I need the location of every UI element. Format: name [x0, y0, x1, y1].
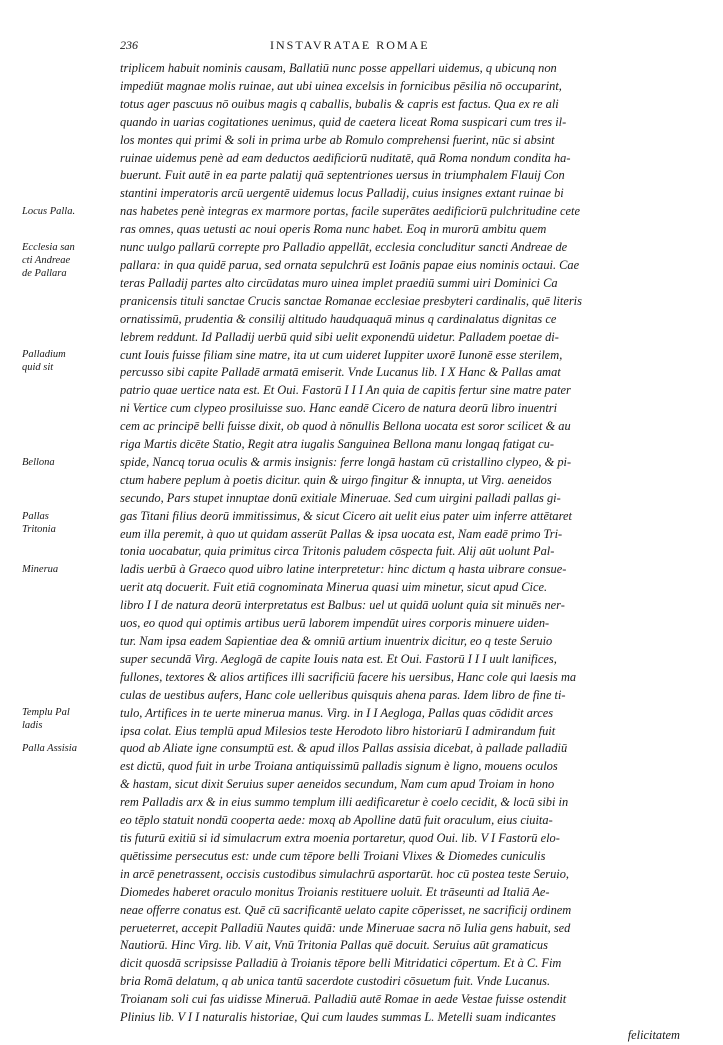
margin-note [22, 348, 114, 374]
text-line: tur. Nam ipsa eadem Sapientiae dea & omniū artium inuentrix dicitur, eo q teste Seruio [120, 634, 553, 648]
text-line: quod ab Aliate igne consumptū est. & apud illos Pallas assisia dicebat, à pallade palladiū [120, 741, 568, 756]
text-line: ladis uerbū à Graeco quod uibro latine interpretetur: hinc dictum q hasta uibrare consue- [120, 562, 567, 577]
text-line: in arcē penetrassent, occisis custodibus simulachrū asportarūt. hoc cū postea teste Seruio, [120, 866, 569, 881]
margin-note-line: Palladium [22, 349, 66, 361]
margin-note [22, 205, 114, 218]
text-line: est dictū, quod fuit in urbe Troiana antiquissimū palladis signum è ligno, mouens oculos [120, 759, 558, 774]
margin-note-line: Templu Pal [22, 707, 70, 719]
text-line: Plinius lib. V I I naturalis historiae, Qui cum laudes summas L. Metelli suam indicantes [120, 1010, 556, 1025]
running-head: INSTAVRATAE ROMAE [270, 38, 430, 52]
text-line: los montes qui primi & soli in prima urbe ab Romulo comprehensi fuerint, nūc si absint [120, 132, 555, 147]
margin-note [22, 241, 114, 280]
text-line: teras Palladij partes alto circūdatas muro uinea implet praediū summi uiri Dominici Ca [120, 275, 558, 290]
text-line: stantini imperatoris arcū uergentē uidemus locus Palladij, cuius insignes extant ruinae bi [120, 186, 564, 201]
text-line: eum illa peremit, à quo ut quidam asserūt Pallas & ipsa uocata est, Nam eadē primo Tri- [120, 526, 563, 541]
text-line: dicit quosdā scripsisse Palladiū à Troianis tēpore belli Mitridatici cōpertum. Et à C. Fim [120, 956, 562, 971]
page-header [120, 38, 680, 56]
margin-note-line: Bellona [22, 456, 55, 468]
text-line: rem Palladis arx & in eius summo templum illi aedificaretur è coelo cecidit, & locū sibi in [120, 795, 569, 810]
text-line: quando in uarias cogitationes uenimus, quid de caetera liceat Roma suspicari cum tres il- [120, 114, 567, 129]
text-line: secundo, Pars stupet innuptae donū exitiale Mineruae. Sed cum uirgini palladi pallas gi- [120, 490, 561, 505]
text-line: bria Romā delatum, q ab unica tantū sacerdote custodiri cōsuetum fuit. Vnde Lucanus. [120, 974, 551, 989]
text-line: libro I I de natura deorū interpretatus est Balbus: uel ut quidā uolunt quia sit minuēs ner- [120, 598, 565, 613]
text-line: fullones, textores & alios artifices illi sacrificiū facere his uersibus, Hanc cole qui laesis ma [120, 669, 577, 684]
text-line: uos, eo quod qui optimis artibus uerū laborem impendūt uires corporis minuere uiden- [120, 616, 550, 631]
text-line: tis futurū exitiū si id simulacrum extra moenia portaretur, quod Oui. lib. V I Fastorū elo- [120, 830, 560, 845]
text-line: culas de uestibus aufers, Hanc cole uelleribus quisquis ahena paras. Idem libro de fine ti- [120, 687, 566, 702]
text-line: perueterret, accepit Palladiū Nautes quidā: unde Mineruae sacra nō Iulia gens habuit, sed [120, 920, 571, 935]
text-line: Nautiorū. Hinc Virg. lib. V ait, Vnū Tritonia Pallas quē docuit. Seruius aūt gramaticus [120, 938, 548, 953]
margin-note [22, 510, 114, 536]
margin-note [22, 706, 114, 732]
text-line: cunt Iouis fuisse filiam sine matre, ita ut cum uideret Iuppiter uxorē Iunonē esse sterilem, [120, 347, 563, 362]
text-line: Diomedes haberet oraculo monitus Troianis restituere uoluit. Et trāseunti ad Italiā Ae- [120, 884, 550, 899]
text-line: ipsa colat. Eius templū apud Milesios teste Herodoto libro historiarū I admirandum fuit [120, 723, 556, 738]
margin-note-line: Locus Palla. [22, 206, 76, 218]
catchword: felicitatem [627, 1027, 680, 1042]
margin-note [22, 563, 114, 576]
text-line: neae offerre conatus est. Quē cū sacrificantē uelato capite cōperisset, ne sacrificij ordinem [120, 902, 572, 917]
margin-note-line: ladis [22, 720, 43, 732]
text-line: triplicem habuit nominis causam, Ballatiū nunc posse appellari uidemus, q ubicunq non [120, 61, 557, 75]
text-line: eo tēplo statuit nondū cooperta aede: moxq ab Apolline datū fuit oraculum, eius ciuita- [120, 813, 553, 828]
margin-note-line: Ecclesia san [22, 242, 75, 253]
text-line: percusso sibi capite Palladē armatā emiserit. Vnde Lucanus lib. I X Hanc & Pallas amat [120, 365, 561, 380]
text-line: Troianam soli cui fas uidisse Mineruā. Palladiū autē Romae in aede Vestae fuisse ostendit [120, 992, 567, 1007]
text-line: tonia uocabatur, quia primitus circa Tritonis paludem cōspecta fuit. Alij aūt uolunt Pal- [120, 544, 555, 559]
text-line: pranicensis tituli sanctae Crucis sanctae Romanae ecclesiae presbyteri cardinalis, quē literis [120, 293, 582, 308]
text-line: lebrem reddunt. Id Palladij uerbū quid sibi uelit exponendū uidetur. Palladem poetae di- [120, 329, 559, 344]
margin-note-line: quid sit [22, 362, 54, 374]
text-line: quētissime persecutus est: unde cum tēpore belli Troiani Vlixes & Diomedes cuniculis [120, 848, 546, 863]
body-text [120, 60, 680, 1045]
text-line: totus ager pascuus nō ouibus magis q caballis, bubalis & capris est factus. Qua ex re ali [120, 96, 559, 111]
text-line: nunc uulgo pallarū correpte pro Palladio appellāt, ecclesia concluditur sancti Andreae de [120, 240, 568, 255]
text-line: tulo, Artifices in te uerte minerua manus. Virg. in I I Aegloga, Pallas quas cōdidit arces [120, 705, 554, 720]
text-line: cem ac principē belli fuisse dixit, ob quod à nōnullis Bellona uocata est soror scilicet & au [120, 419, 571, 434]
margin-note-line: Palla Assisia [22, 743, 77, 755]
text-line: patrio quae uertice nata est. Et Oui. Fastorū I I I An quia de capitis fertur sine matre pater [120, 383, 571, 398]
text-line: riga Martis dicēte Statio, Regit atra iugalis Sanguinea Bellona manu longaq fatigat cu- [120, 437, 554, 452]
text-line: gas Titani filius deorū immitissimus, & sicut Cicero ait uelit eius pater uim inferre attētaret [120, 508, 572, 523]
text-line: pallara: in qua quidē parua, sed ornata sepulchrū est Ioānis papae eius nominis octaui. Cae [120, 257, 580, 272]
text-line: nas habetes penè integras ex marmore portas, facile superātes aedificiorū pulchritudine cete [120, 204, 580, 219]
margin-note-line: de Pallara [22, 268, 67, 279]
text-line: uerit atq docuerit. Fuit etiā cognominata Minerua quasi uim minetur, sicut apud Cice. [120, 580, 548, 595]
text-line: ctum habere peplum à poetis dicitur. quin & uirgo fingitur & innupta, ut Virg. aeneidos [120, 472, 552, 487]
text-line: buerunt. Fuit autē in ea parte palatij quā septentriones uersus in triumphalem Flauij Con [120, 168, 565, 183]
text-line: impediūt magnae molis ruinae, aut ubi uinea excelsis in fornicibus pēsilia nō occuparint, [120, 78, 562, 93]
margin-note-line: Pallas [22, 510, 49, 522]
text-line: ornatissimū, prudentia & consilij altitudo haudquaquā minus q cardinalatus dignitas ce [120, 311, 557, 326]
text-line: spide, Nancq torua oculis & armis insignis: ferre longā hastam cū cristallino clypeo, & pi- [120, 454, 572, 469]
margin-note-line: cti Andreae [22, 255, 71, 266]
text-line: ras omnes, quas uetusti ac noui operis Roma nunc habet. Eoq in murorū ambitu quem [120, 222, 547, 237]
text-line: & hastam, sicut dixit Seruius super aeneidos secundum, Nam cum apud Troiam in hono [120, 777, 555, 792]
margin-note-line: Minerua [22, 564, 59, 576]
page-number: 236 [120, 38, 138, 52]
margin-note [22, 742, 114, 755]
text-line: super secundā Virg. Aeglogā de capite Iouis nata est. Et Oui. Fastorū I I I uult lanifices, [120, 651, 557, 666]
text-line: ni Vertice cum clypeo prosiluisse suo. Hanc eandē Cicero de natura deorū libro inuentri [120, 401, 558, 416]
text-line: ruinae uidemus penè ad eam deductos aedificiorū nuditatē, quā Roma nondum condita ha- [120, 150, 571, 165]
margin-note [22, 456, 114, 469]
margin-note-line: Tritonia [22, 523, 56, 535]
